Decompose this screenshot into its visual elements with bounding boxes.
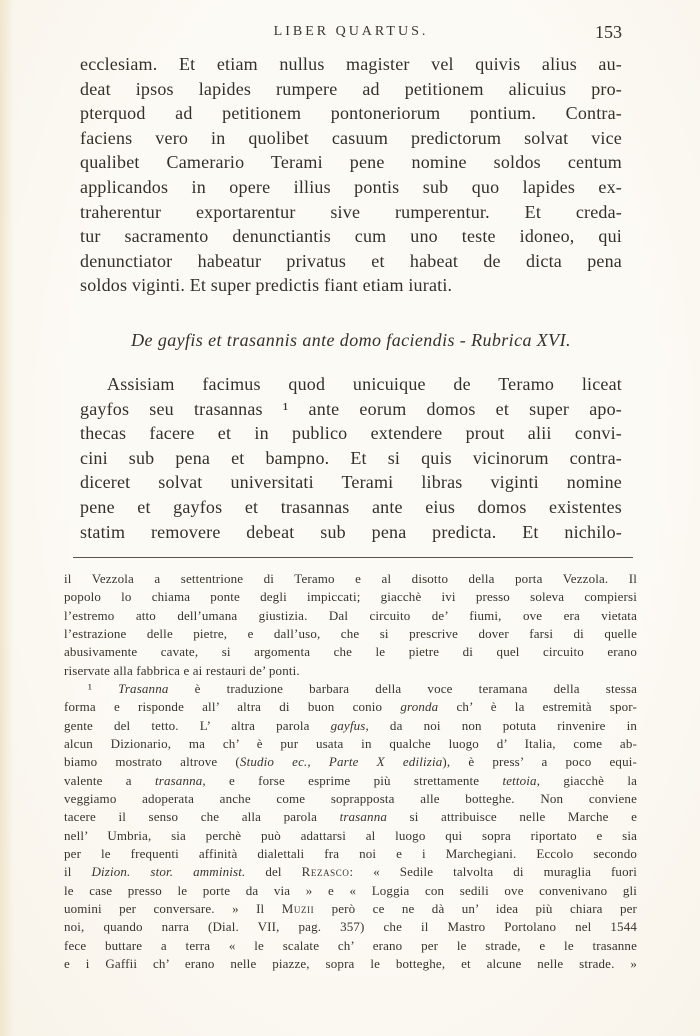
text-line: diceret solvat universitati Terami libras viginti nomine (80, 472, 622, 493)
text-line: soldos viginti. Et super predictis fiant etiam iurati. (80, 275, 453, 296)
text-line: l’estrazione delle pietre, e dall’uso, che si prescrive dover farsi di quelle (64, 626, 637, 642)
text-line: statim removere debeat sub pena predicta. Et nichilo- (80, 521, 622, 542)
text-line: biamo mostrato altrove (Studio ec., Parte X edilizia), è press’ a poco equi- (64, 754, 637, 770)
text-line: thecas facere et in publico extendere prout alii convi- (80, 423, 622, 444)
text-line: abusivamente cavate, si argomenta che le pietre di quel circuito erano (64, 644, 637, 660)
running-header-title: LIBER QUARTUS. (273, 24, 429, 39)
text-line: forma e risponde all’ altra di buon conio gronda ch’ è la estremità spor- (64, 699, 638, 715)
text-line: nell’ Umbria, sia perchè può adattarsi al luogo qui sopra riportato e sia (64, 827, 637, 843)
text-line: e i Gaffii ch’ erano nelle piazze, sopra le botteghe, et alcune nelle strade. » (64, 956, 637, 972)
text-line: noi, quando narra (Dial. VII, pag. 357) che il Mastro Portolano nel 1544 (64, 919, 637, 935)
text-line: traherentur exportarentur sive rumperentur. Et creda- (80, 201, 622, 222)
text-line: il Vezzola a settentrione di Teramo e al disotto della porta Vezzola. Il (64, 571, 637, 586)
text-line: faciens vero in quolibet casuum predictorum solvat vice (80, 127, 622, 148)
running-header (80, 22, 622, 44)
text-line: gayfos seu trasannas ¹ ante eorum domos et super apo- (80, 398, 622, 419)
text-line: cini sub pena et bampno. Et si quis vicinorum contra- (80, 447, 622, 468)
text-line: ecclesiam. Et etiam nullus magister vel quivis alius au- (80, 54, 622, 74)
main-text-paragraph-1 (80, 52, 622, 298)
text-line: riservate alla fabbrica e ai restauri de’ ponti. (64, 662, 300, 678)
footnote-separator-rule (73, 557, 633, 558)
text-line: deat ipsos lapides rumpere ad petitionem alicuius pro- (80, 78, 622, 99)
page-number: 153 (595, 22, 622, 42)
text-line: fece buttare a terra « le scalate ch’ erano per le strade, e le trasanne (64, 937, 637, 953)
text-line: qualibet Camerario Terami pene nomine soldos centum (80, 152, 622, 173)
text-line: uomini per conversare. » Il Muzii però ce ne dà un’ idea più chiara per (64, 901, 638, 917)
text-line: popolo lo chiama ponte degli impiccati; giacchè ivi presso soleva compiersi (64, 589, 637, 605)
footnote-continuation (64, 570, 637, 680)
text-line: pterquod ad petitionem pontoneriorum pontium. Contra- (80, 103, 622, 124)
footnote-1 (64, 680, 637, 974)
text-line: Assisiam facimus quod unicuique de Teramo liceat (107, 374, 622, 394)
text-line: le case presso le porte da via » e « Loggia con sedili ove convenivano gli (64, 882, 637, 898)
text-line: alcun Dizionario, ma ch’ è pur usata in qualche luogo d’ Italia, come ab- (64, 736, 637, 752)
text-line: veggiamo adoperata anche come soprapposta alle botteghe. Non conviene (64, 791, 637, 807)
text-line: tur sacramento denunctiantis cum uno teste idoneo, qui (80, 226, 622, 247)
text-line: denunctiator habeatur privatus et habeat de dicta pena (80, 250, 622, 271)
text-line: pene et gayfos et trasannas ante eius domos existentes (80, 496, 622, 517)
text-line: valente a trasanna, e forse esprime più strettamente tettoia, giacchè la (64, 772, 637, 788)
text-line: gente del tetto. L’ altra parola gayfus, da noi non potuta rinvenire in (64, 717, 637, 733)
text-line: l’estremo atto dell’umana giustizia. Dal circuito de’ fiumi, ove era vietata (64, 607, 637, 623)
rubric-heading: De gayfis et trasannis ante domo faciendis - Rubrica XVI. (131, 330, 571, 350)
main-text-paragraph-2 (80, 372, 622, 544)
text-line: il Dizion. stor. amminist. del Rezasco: « Sedile talvolta di muraglia fuori (64, 864, 637, 880)
text-line: tacere il senso che alla parola trasanna si attribuisce nelle Marche e (64, 809, 637, 825)
text-line: applicandos in opere illius pontis sub quo lapides ex- (80, 176, 622, 197)
text-line: per le frequenti affinità dialettali fra noi e i Marchegiani. Eccolo secondo (64, 846, 637, 862)
text-line: ¹ Trasanna è traduzione barbara della voce teramana della stessa (88, 681, 637, 696)
